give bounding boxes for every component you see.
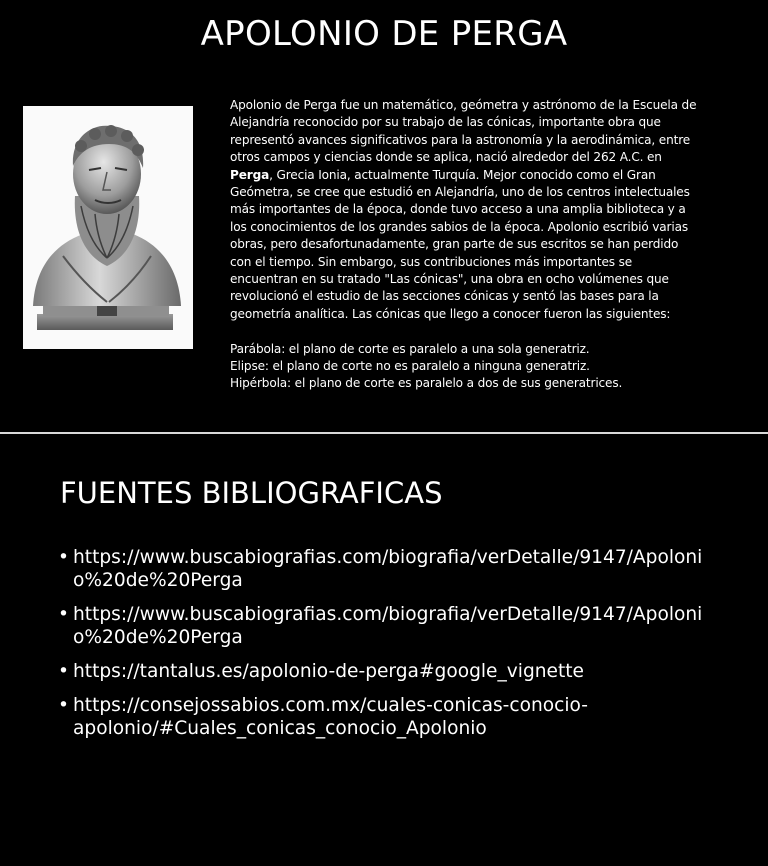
reference-list [58,546,718,751]
reference-link[interactable]: https://consejossabios.com.mx/cuales-conicas-conocio-apolonio/#Cuales_conicas_conocio_Apolonio [73,695,588,739]
slide-bibliography [0,434,768,866]
bust-image [23,106,193,349]
reference-link[interactable]: https://www.buscabiografias.com/biografia/verDetalle/9147/Apolonio%20de%20Perga [73,547,703,591]
paragraph-gap [230,323,698,340]
slide-apolonio [0,0,768,432]
bust-illustration [23,106,193,349]
reference-item[interactable] [58,546,718,592]
bullet-icon: • [58,604,69,625]
reference-link[interactable]: https://tantalus.es/apolonio-de-perga#google_vignette [73,661,585,682]
bullet-icon: • [58,661,69,682]
reference-item[interactable] [58,660,718,683]
slide-title: APOLONIO DE PERGA [200,14,568,54]
reference-link[interactable]: https://www.buscabiografias.com/biografia/verDetalle/9147/Apolonio%20de%20Perga [73,604,703,648]
reference-item[interactable] [58,694,718,740]
conic-hyperbola: Hipérbola: el plano de corte es paralelo a dos de sus generatrices. [230,376,623,391]
conic-parabola: Parábola: el plano de corte es paralelo a una sola generatriz. [230,341,590,356]
bold-word-perga: Perga [230,167,270,182]
bullet-icon: • [58,547,69,568]
bibliography-title: FUENTES BIBLIOGRAFICAS [60,476,443,510]
reference-item[interactable] [58,603,718,649]
biography-text [230,97,698,393]
conic-ellipse: Elipse: el plano de corte no es paralelo a ninguna generatriz. [230,359,590,374]
biography-paragraph: Apolonio de Perga fue un matemático, geómetra y astrónomo de la Escuela de Alejandría reconocido por su trabajo de las cónicas, importante obra que representó avances significativos para la astronomía y la aerodinámica, entre otros campos y ciencias donde se aplica, nació alrededor del 262 A.C. en Perga, Grecia Ionia, actualmente Turquía. Mejor conocido como el Gran Geómetra, se cree que estudió en Alejandría, uno de los centros intelectuales más importantes de la época, donde tuvo acceso a una amplia biblioteca y a los conocimientos de los grandes sabios de la época. Apolonio escribió varias obras, pero desafortunadamente, gran parte de sus escritos se han perdido con el tiempo. Sin embargo, sus contribuciones más importantes se encuentran en su tratado "Las cónicas", una obra en ocho volúmenes que revolucionó el estudio de las secciones cónicas y sentó las bases para la geometría analítica. Las cónicas que llego a conocer fueron las siguientes: [230,98,697,321]
bullet-icon: • [58,695,69,716]
